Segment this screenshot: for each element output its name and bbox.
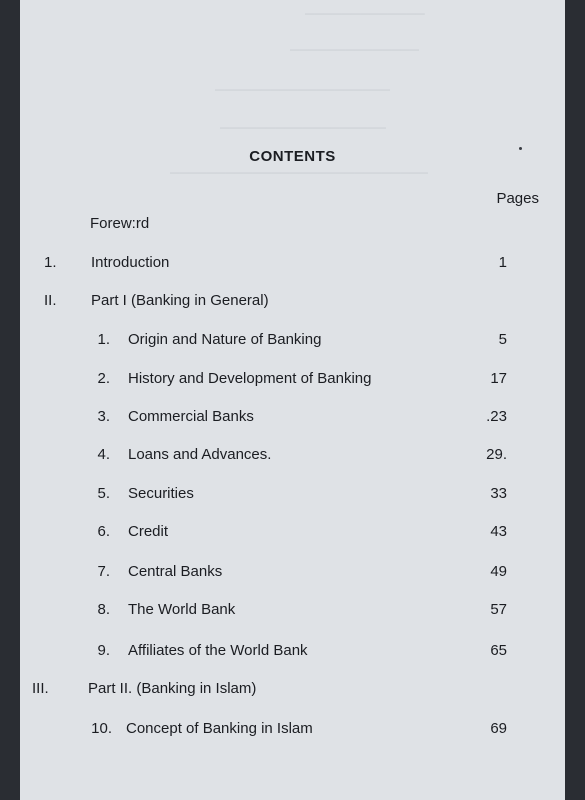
toc-page: 17	[490, 370, 507, 387]
toc-title: Origin and Nature of Banking	[128, 331, 322, 348]
toc-row	[20, 563, 565, 587]
toc-title: History and Development of Banking	[128, 370, 372, 387]
book-page	[20, 0, 565, 800]
toc-page: 57	[490, 601, 507, 618]
toc-number: 5.	[97, 485, 110, 502]
toc-number: 1.	[44, 254, 57, 271]
show-through-text: ─────────────	[305, 6, 425, 21]
toc-title: Credit	[128, 523, 169, 540]
toc-title: Part II. (Banking in Islam)	[88, 680, 257, 697]
toc-title: The World Bank	[128, 601, 236, 618]
toc-page: 65	[490, 642, 507, 659]
toc-number: 1.	[97, 331, 110, 348]
toc-row	[20, 292, 565, 316]
toc-page: 43	[490, 523, 507, 540]
toc-title: Part I (Banking in General)	[91, 292, 269, 309]
toc-row	[20, 485, 565, 509]
toc-row	[20, 408, 565, 432]
toc-title: Securities	[128, 485, 194, 502]
toc-number: III.	[32, 680, 49, 697]
toc-page: .23	[486, 408, 507, 425]
toc-title: Commercial Banks	[128, 408, 254, 425]
toc-number: 8.	[97, 601, 110, 618]
toc-page: 33	[490, 485, 507, 502]
toc-row	[20, 446, 565, 470]
toc-number: 10.	[91, 720, 112, 737]
show-through-text: ────────────────────────────	[170, 165, 428, 180]
foreword-label: Forew:rd	[90, 215, 150, 232]
pages-column-header: Pages	[496, 190, 539, 207]
toc-row	[20, 523, 565, 547]
toc-page: 5	[498, 331, 507, 348]
toc-page: 29.	[486, 446, 507, 463]
toc-row	[20, 720, 565, 744]
toc-title: Introduction	[91, 254, 170, 271]
show-through-text: ───────────────────	[215, 82, 390, 97]
toc-number: 7.	[97, 563, 110, 580]
toc-row	[20, 642, 565, 666]
toc-title: Affiliates of the World Bank	[128, 642, 308, 659]
foreword-row	[20, 215, 565, 239]
speck	[519, 147, 522, 150]
toc-row	[20, 680, 565, 704]
toc-title: Loans and Advances.	[128, 446, 272, 463]
toc-page: 1	[498, 254, 507, 271]
toc-row	[20, 331, 565, 355]
toc-title: Concept of Banking in Islam	[126, 720, 313, 737]
show-through-text: ──────────────────	[220, 120, 386, 135]
toc-row	[20, 254, 565, 278]
toc-number: 4.	[97, 446, 110, 463]
toc-title: Central Banks	[128, 563, 223, 580]
toc-number: 9.	[97, 642, 110, 659]
toc-page: 69	[490, 720, 507, 737]
toc-row	[20, 370, 565, 394]
toc-row	[20, 601, 565, 625]
contents-title: CONTENTS	[249, 148, 336, 165]
show-through-text: ──────────────	[290, 42, 419, 57]
toc-number: II.	[44, 292, 57, 309]
toc-number: 6.	[97, 523, 110, 540]
toc-page: 49	[490, 563, 507, 580]
toc-number: 3.	[97, 408, 110, 425]
toc-number: 2.	[97, 370, 110, 387]
